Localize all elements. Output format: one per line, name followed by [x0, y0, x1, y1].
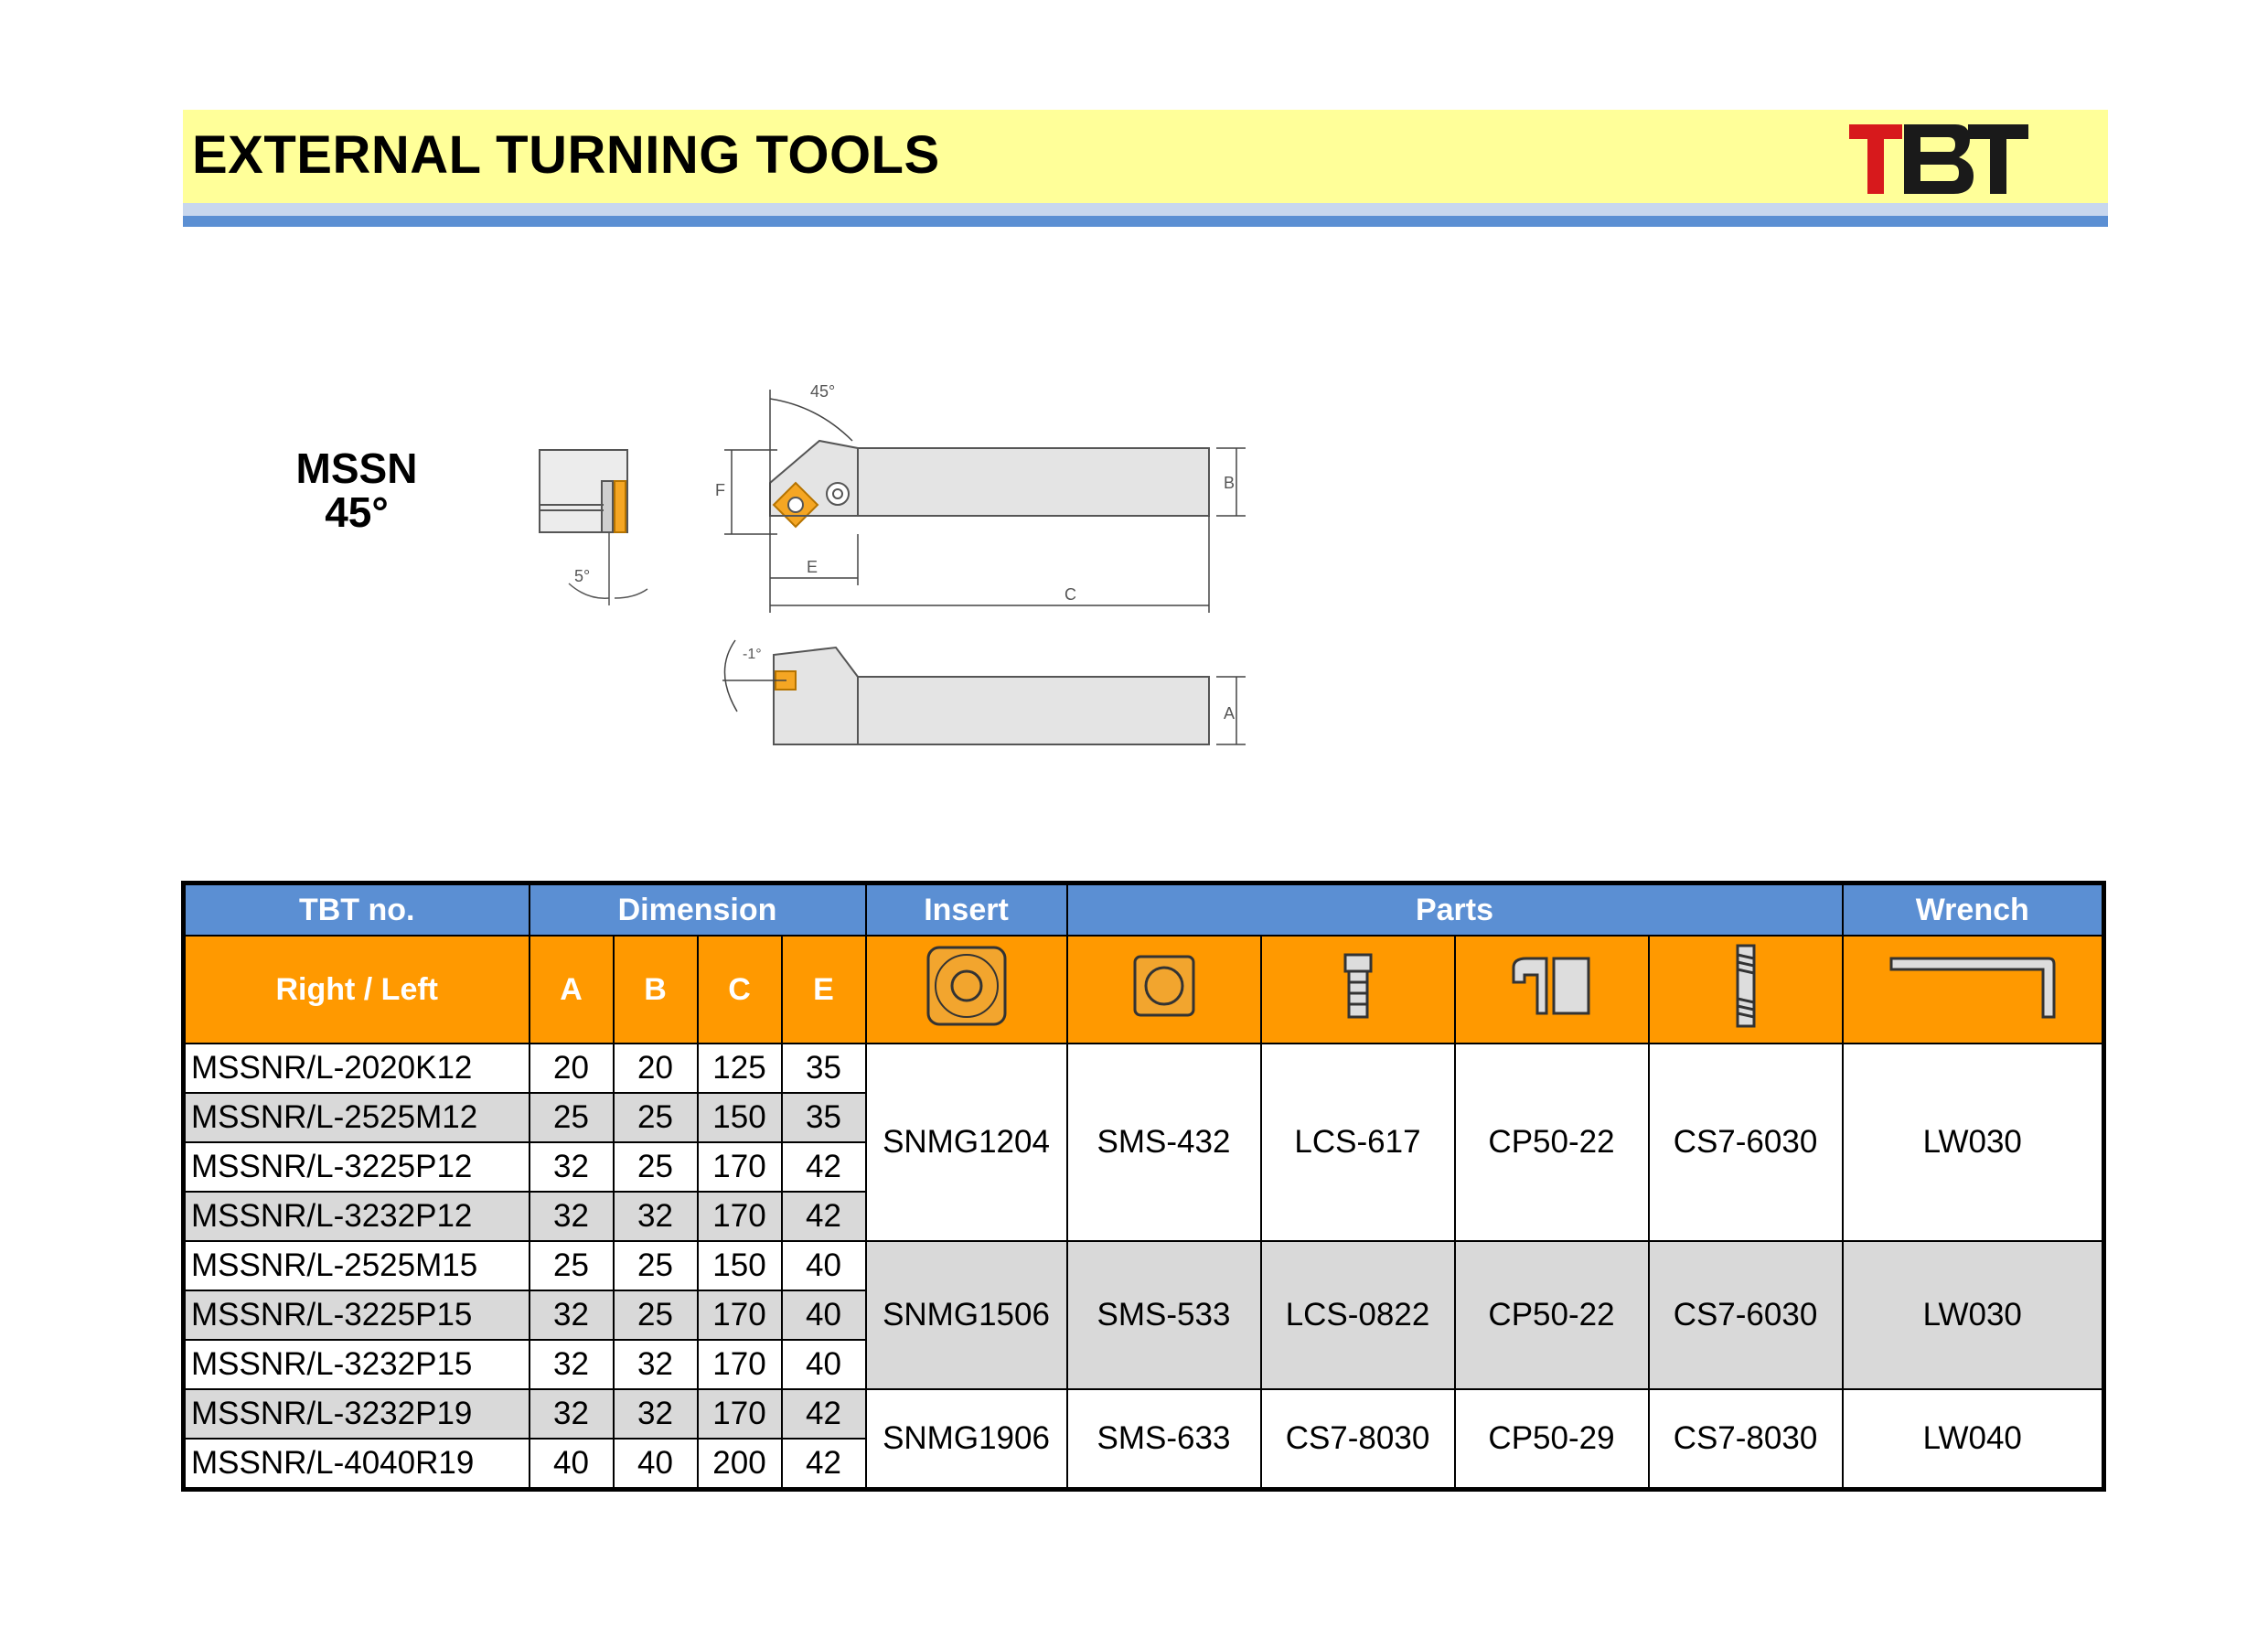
header-insert: Insert — [866, 883, 1067, 937]
table-cell-tbt: MSSNR/L-3232P15 — [184, 1340, 530, 1389]
table-cell-insert: SNMG1506 — [866, 1241, 1067, 1389]
table-cell-e: 35 — [782, 1044, 866, 1093]
table-cell-a: 32 — [530, 1192, 614, 1241]
table-cell-c: 170 — [698, 1192, 782, 1241]
table-cell-shim: SMS-633 — [1067, 1389, 1261, 1490]
table-cell-b: 20 — [614, 1044, 698, 1093]
table-cell-a: 25 — [530, 1241, 614, 1290]
table-cell-b: 40 — [614, 1439, 698, 1490]
table-cell-b: 32 — [614, 1192, 698, 1241]
spec-table — [181, 881, 2106, 1492]
header-tbt-no: TBT no. — [184, 883, 530, 937]
table-cell-tbt: MSSNR/L-2525M12 — [184, 1093, 530, 1142]
table-cell-tbt: MSSNR/L-3232P12 — [184, 1192, 530, 1241]
table-cell-tbt: MSSNR/L-2020K12 — [184, 1044, 530, 1093]
subheader-a: A — [530, 936, 614, 1044]
table-cell-insert: SNMG1906 — [866, 1389, 1067, 1490]
table-cell-e: 35 — [782, 1093, 866, 1142]
table-cell-b: 32 — [614, 1340, 698, 1389]
dim-e-label: E — [807, 558, 818, 576]
table-cell-c: 125 — [698, 1044, 782, 1093]
table-cell-e: 40 — [782, 1241, 866, 1290]
toolholder-drawing — [512, 366, 1390, 773]
table-cell-clamp: CP50-29 — [1455, 1389, 1649, 1490]
table-cell-e: 40 — [782, 1290, 866, 1340]
banner-rule-light — [183, 203, 2108, 216]
table-cell-e: 42 — [782, 1439, 866, 1490]
table-cell-lock-screw: LCS-617 — [1261, 1044, 1455, 1241]
table-cell-b: 25 — [614, 1290, 698, 1340]
table-cell-wrench: LW030 — [1843, 1241, 2104, 1389]
shim-screw-icon — [1649, 936, 1843, 1044]
table-cell-tbt: MSSNR/L-2525M15 — [184, 1241, 530, 1290]
table-cell-b: 32 — [614, 1389, 698, 1439]
page-title: EXTERNAL TURNING TOOLS — [192, 125, 940, 185]
subheader-c: C — [698, 936, 782, 1044]
table-cell-c: 170 — [698, 1340, 782, 1389]
angle-side-label: -1° — [743, 647, 762, 662]
table-cell-tbt: MSSNR/L-3225P15 — [184, 1290, 530, 1340]
table-cell-a: 32 — [530, 1340, 614, 1389]
table-cell-e: 40 — [782, 1340, 866, 1389]
table-cell-b: 25 — [614, 1142, 698, 1192]
table-cell-a: 32 — [530, 1290, 614, 1340]
table-cell-shim: SMS-432 — [1067, 1044, 1261, 1241]
table-cell-b: 25 — [614, 1093, 698, 1142]
subheader-right-left: Right / Left — [184, 936, 530, 1044]
table-cell-c: 200 — [698, 1439, 782, 1490]
model-name: MSSN — [295, 444, 418, 492]
table-cell-tbt: MSSNR/L-3225P12 — [184, 1142, 530, 1192]
table-cell-c: 150 — [698, 1093, 782, 1142]
side-view — [774, 648, 1209, 744]
dim-f-label: F — [715, 481, 725, 499]
table-cell-clamp: CP50-22 — [1455, 1044, 1649, 1241]
angle-top-label: 45° — [810, 382, 836, 401]
end-view — [540, 450, 647, 605]
table-cell-shim-screw: CS7-8030 — [1649, 1389, 1843, 1490]
table-cell-shim-screw: CS7-6030 — [1649, 1044, 1843, 1241]
model-angle: 45° — [325, 488, 389, 536]
header-parts: Parts — [1067, 883, 1843, 937]
header-dimension: Dimension — [530, 883, 866, 937]
table-cell-tbt: MSSNR/L-4040R19 — [184, 1439, 530, 1490]
table-cell-c: 150 — [698, 1241, 782, 1290]
table-cell-insert: SNMG1204 — [866, 1044, 1067, 1241]
subheader-e: E — [782, 936, 866, 1044]
table-cell-a: 32 — [530, 1389, 614, 1439]
table-cell-a: 40 — [530, 1439, 614, 1490]
table-cell-wrench: LW040 — [1843, 1389, 2104, 1490]
insert-icon — [866, 936, 1067, 1044]
table-cell-b: 25 — [614, 1241, 698, 1290]
table-cell-c: 170 — [698, 1389, 782, 1439]
table-cell-e: 42 — [782, 1389, 866, 1439]
table-cell-lock-screw: LCS-0822 — [1261, 1241, 1455, 1389]
clamp-icon — [1455, 936, 1649, 1044]
shim-icon — [1067, 936, 1261, 1044]
banner-rule-dark — [183, 216, 2108, 227]
dim-b-label: B — [1224, 474, 1236, 492]
lock-screw-icon — [1261, 936, 1455, 1044]
table-cell-e: 42 — [782, 1192, 866, 1241]
tbt-logo — [1847, 121, 2030, 202]
table-cell-a: 20 — [530, 1044, 614, 1093]
table-cell-clamp: CP50-22 — [1455, 1241, 1649, 1389]
table-cell-wrench: LW030 — [1843, 1044, 2104, 1241]
table-cell-e: 42 — [782, 1142, 866, 1192]
subheader-b: B — [614, 936, 698, 1044]
dim-c-label: C — [1064, 585, 1076, 604]
top-view — [770, 441, 1209, 527]
model-label — [274, 446, 439, 534]
header-wrench: Wrench — [1843, 883, 2104, 937]
angle-end-label: 5° — [574, 567, 591, 585]
hex-wrench-icon — [1843, 936, 2104, 1044]
dim-a-label: A — [1224, 704, 1236, 723]
table-cell-c: 170 — [698, 1142, 782, 1192]
table-cell-tbt: MSSNR/L-3232P19 — [184, 1389, 530, 1439]
table-cell-c: 170 — [698, 1290, 782, 1340]
table-cell-a: 32 — [530, 1142, 614, 1192]
table-cell-a: 25 — [530, 1093, 614, 1142]
table-cell-lock-screw: CS7-8030 — [1261, 1389, 1455, 1490]
table-cell-shim: SMS-533 — [1067, 1241, 1261, 1389]
table-cell-shim-screw: CS7-6030 — [1649, 1241, 1843, 1389]
